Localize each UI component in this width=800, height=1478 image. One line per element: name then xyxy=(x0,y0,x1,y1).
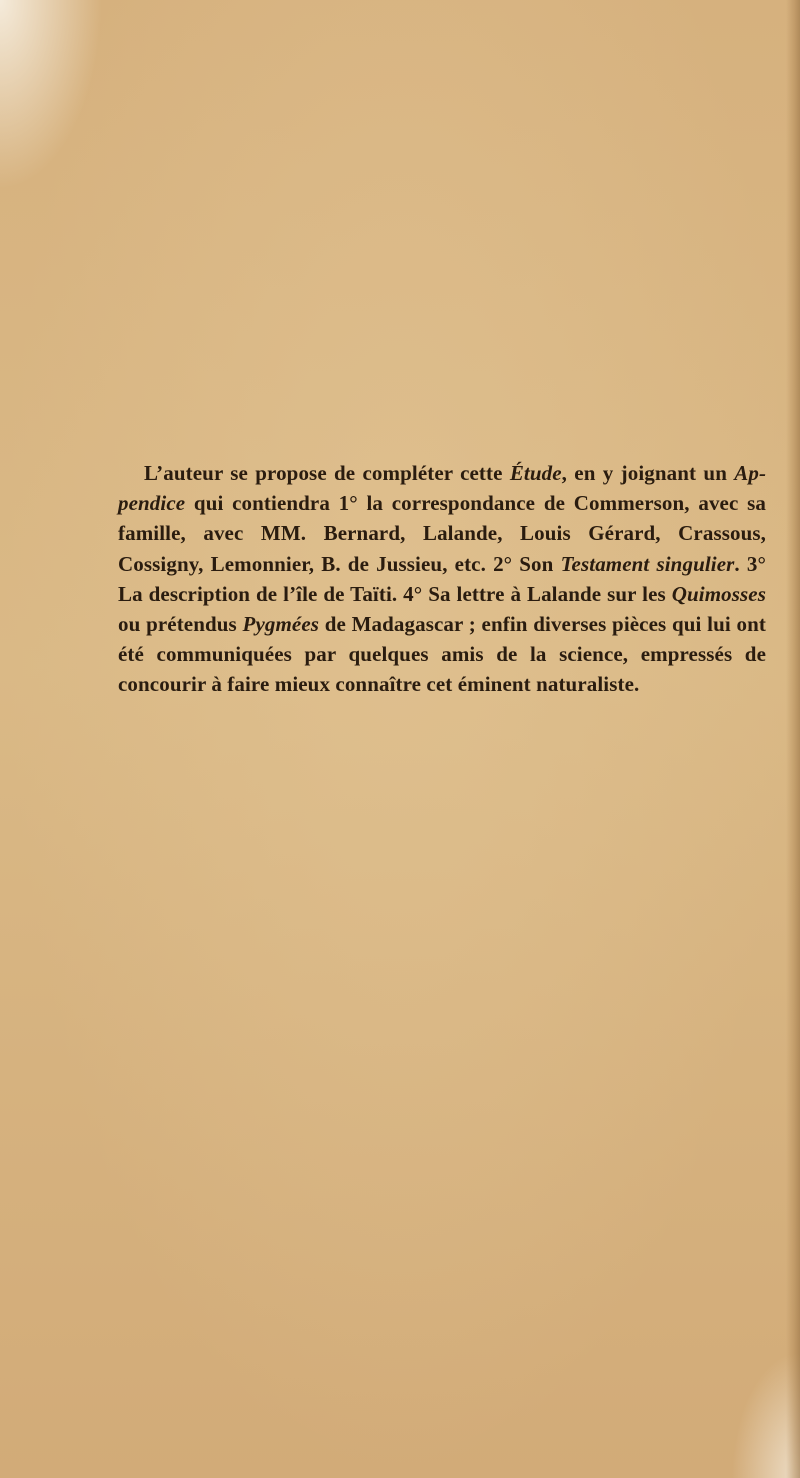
text-run-italic: Étude xyxy=(509,461,562,485)
text-run: de Madagascar ; enfin diverses pièces qui lui ont été communiquées par quelques amis de la science, empressés de concourir à faire mieux connaître cet éminent naturaliste. xyxy=(118,612,766,697)
text-run-italic: Testament singulier xyxy=(560,551,735,576)
text-run: . 3° La description de l’île de Taïti. 4° Sa lettre à Lalande sur les xyxy=(118,551,766,606)
body-paragraph xyxy=(118,458,766,700)
text-run-italic: Quimosses xyxy=(671,581,766,606)
text-run: qui contiendra 1° la correspondance de Commerson, avec sa famille, avec MM. Bernard, Lalande, Louis Gérard, Crassous, Cossigny, Lemonnier, B. de Jussieu, etc. 2° Son xyxy=(118,491,766,576)
text-run: ou prétendus xyxy=(118,612,243,637)
text-run: L’auteur se propose de compléter cette xyxy=(144,461,510,485)
text-run: , en y joignant un xyxy=(561,461,735,485)
text-run-italic: Appendice xyxy=(118,461,766,516)
page-edge-shadow xyxy=(786,0,800,1478)
text-run-italic: Pygmées xyxy=(242,612,320,637)
